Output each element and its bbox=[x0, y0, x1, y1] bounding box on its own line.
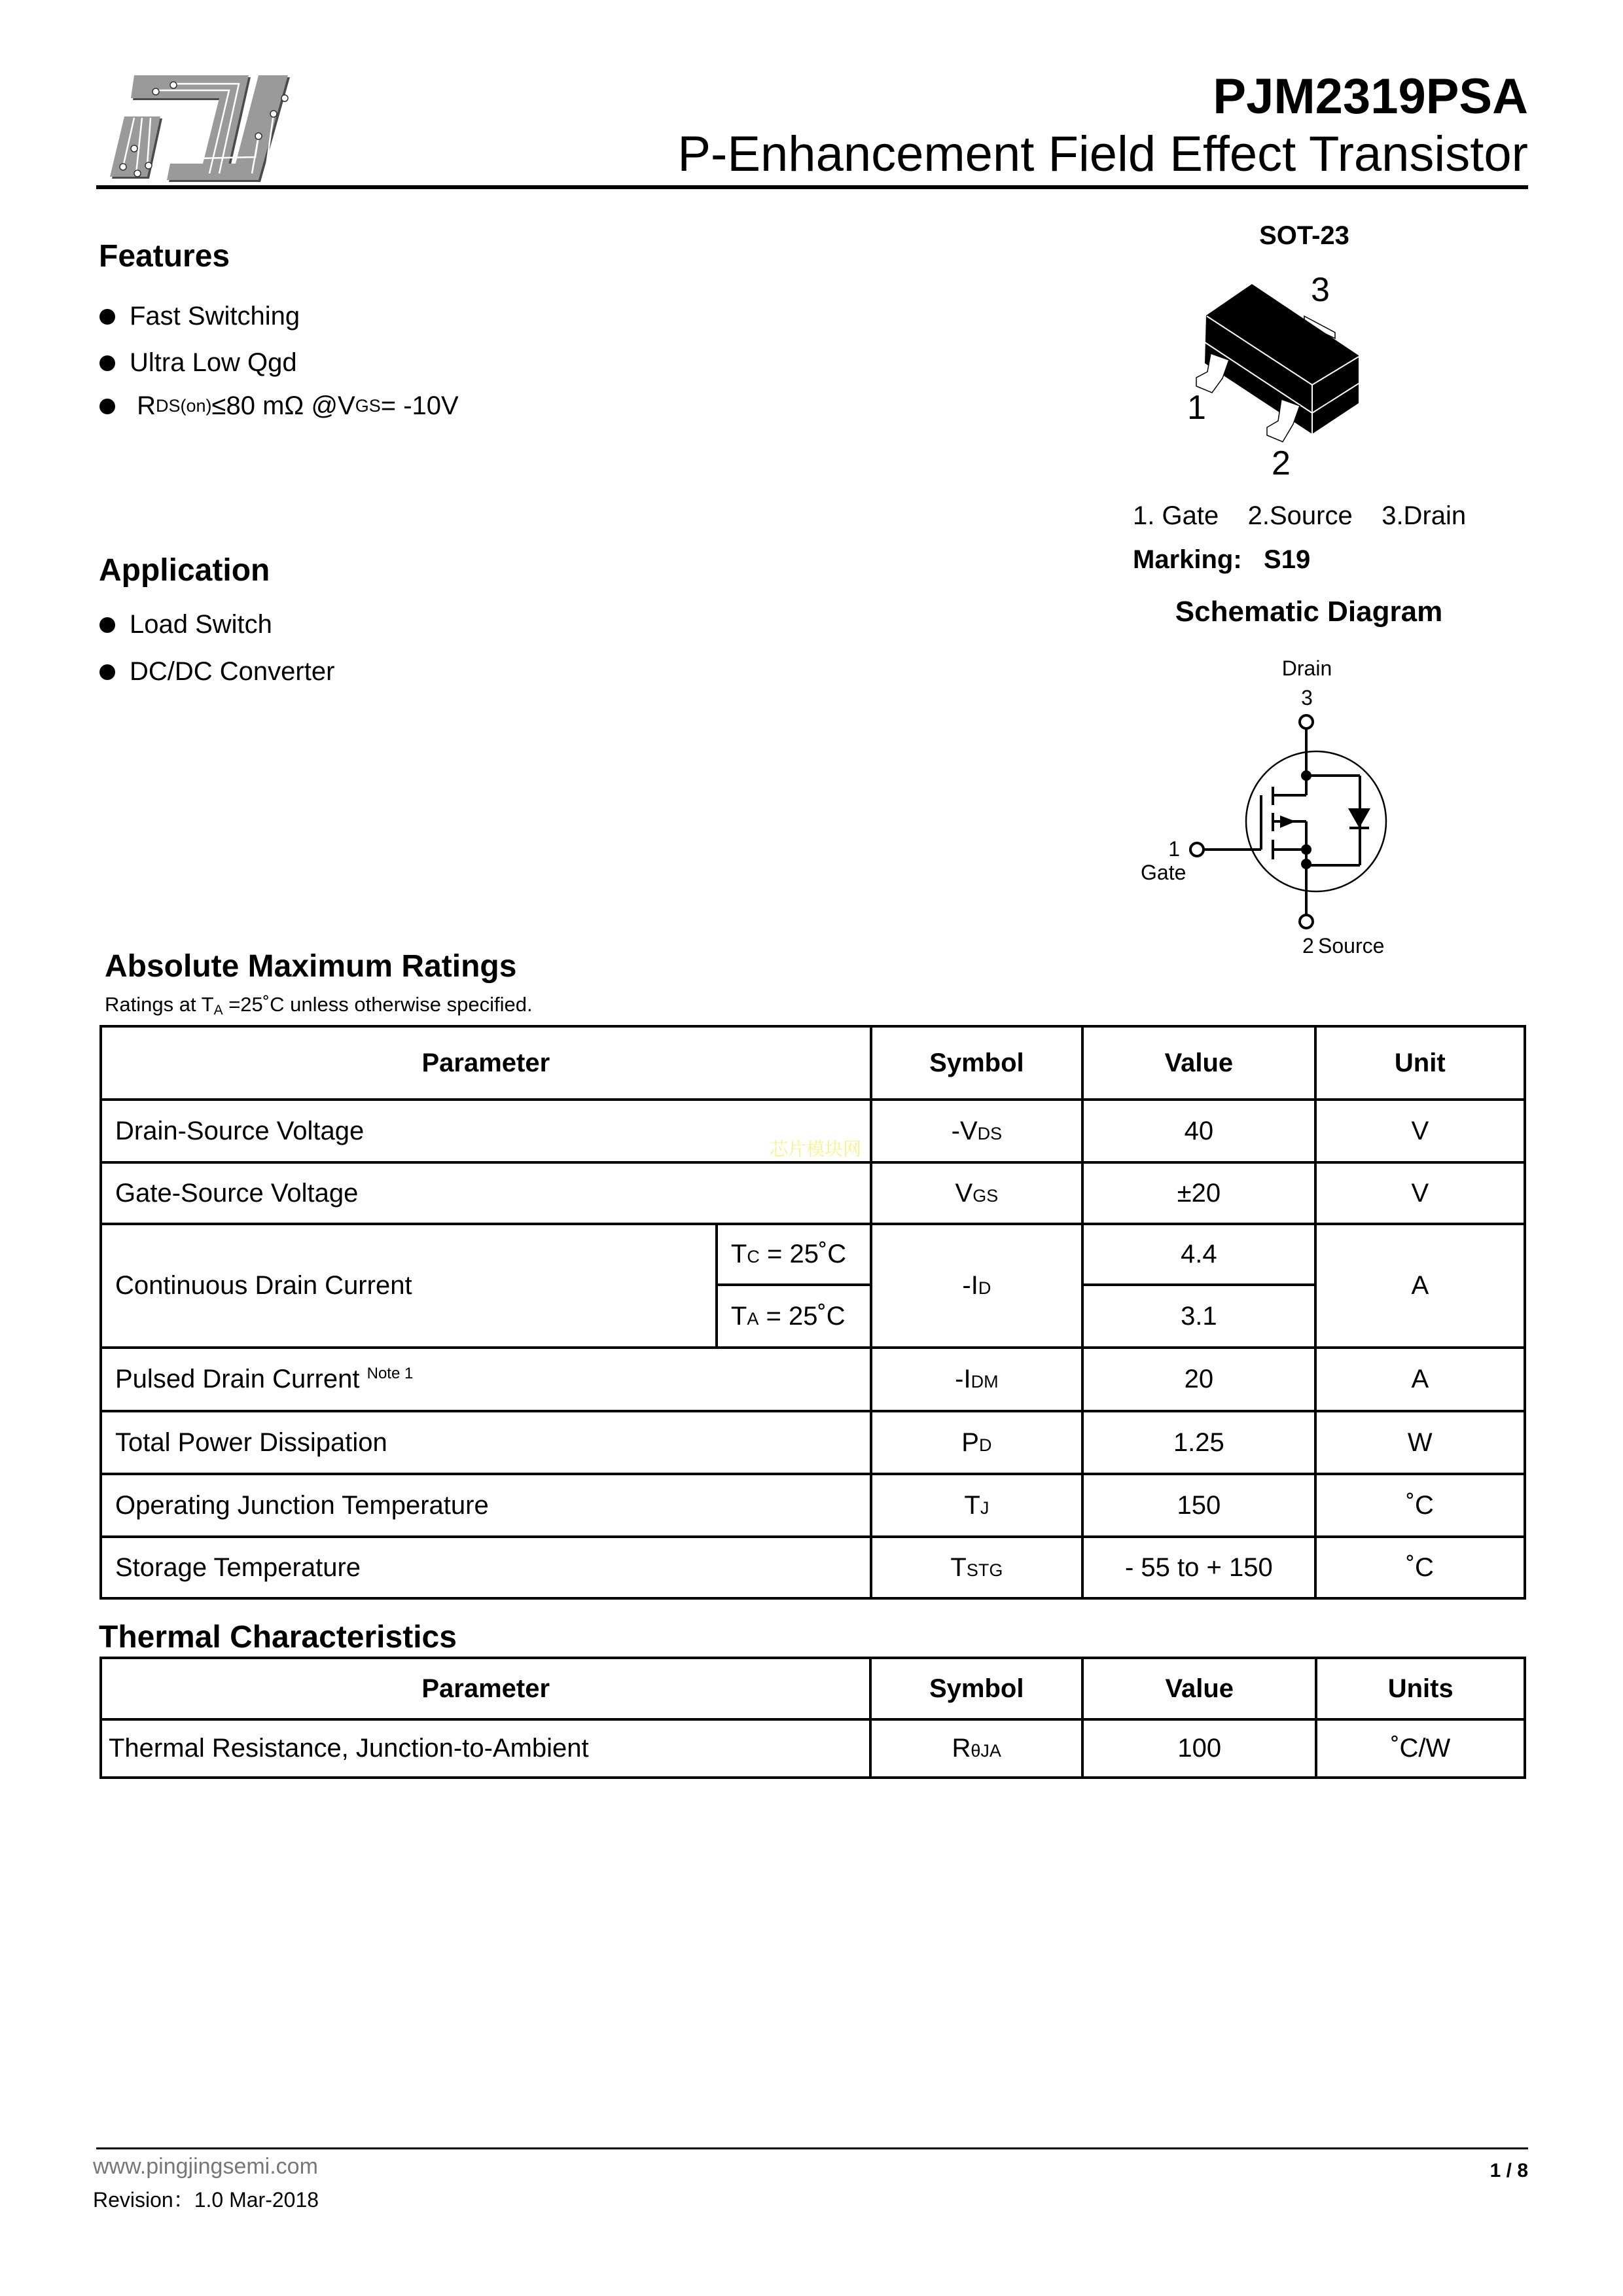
abs-max-note: Ratings at $T_A$ =25˚C unless otherwise specified. bbox=[105, 993, 533, 1018]
abs-max-table bbox=[99, 1025, 1526, 1600]
feature-item-rdson: R DS(on) ≤80 mΩ @V GS = -10V bbox=[99, 391, 459, 421]
application-heading: Application bbox=[99, 553, 270, 588]
col-header-parameter: Parameter bbox=[101, 1026, 871, 1100]
source-pin-number: 2 bbox=[1302, 934, 1314, 956]
features-heading: Features bbox=[99, 239, 230, 274]
col-header-parameter: Parameter bbox=[101, 1658, 870, 1719]
col-header-value: Value bbox=[1082, 1658, 1316, 1719]
table-row: Operating Junction Temperature TJ 150 ˚C bbox=[101, 1474, 1525, 1537]
table-header-row bbox=[101, 1658, 1525, 1719]
col-header-symbol: Symbol bbox=[871, 1026, 1083, 1100]
gate-pin-number: 1 bbox=[1168, 837, 1180, 861]
table-row: Storage Temperature TSTG - 55 to + 150 ˚C bbox=[101, 1537, 1525, 1598]
document-subtitle: P-Enhancement Field Effect Transistor bbox=[677, 126, 1528, 182]
bullet-icon bbox=[99, 664, 115, 680]
thermal-table bbox=[99, 1657, 1526, 1779]
col-header-unit: Unit bbox=[1315, 1026, 1525, 1100]
marking-value: S19 bbox=[1264, 545, 1311, 574]
watermark: 芯片模块网 bbox=[770, 1139, 862, 1159]
package-name: SOT-23 bbox=[1259, 221, 1349, 250]
table-row: Pulsed Drain Current $^{Note 1}$ -IDM 20 A bbox=[101, 1348, 1525, 1411]
marking: Marking: S19 bbox=[1133, 545, 1311, 574]
header-rule bbox=[96, 185, 1528, 189]
pin-1-label: 1 bbox=[1187, 389, 1206, 427]
thermal-heading: Thermal Characteristics bbox=[99, 1620, 457, 1655]
bullet-icon bbox=[99, 399, 115, 414]
pin-assignment: 1. Gate 2.Source 3.Drain bbox=[1133, 501, 1467, 530]
footer-url[interactable]: www.pingjingsemi.com bbox=[93, 2154, 318, 2179]
table-row: TA = 25˚C 3.1 bbox=[101, 1285, 1525, 1348]
footer-revision: Revision：1.0 Mar-2018 bbox=[93, 2188, 319, 2212]
drain-pin-number: 3 bbox=[1301, 686, 1313, 709]
table-row: Thermal Resistance, Junction-to-Ambient RθJA 100 ˚C/W bbox=[101, 1719, 1525, 1778]
company-logo bbox=[98, 65, 294, 183]
bullet-icon bbox=[99, 355, 115, 371]
table-row: Drain-Source Voltage 芯片模块网 -VDS 40 V bbox=[101, 1100, 1525, 1162]
col-header-units: Units bbox=[1316, 1658, 1525, 1719]
table-header-row bbox=[101, 1026, 1525, 1100]
schematic-heading: Schematic Diagram bbox=[1175, 596, 1443, 628]
drain-label: Drain bbox=[1281, 656, 1332, 680]
col-header-value: Value bbox=[1082, 1026, 1315, 1100]
schematic-diagram bbox=[1113, 641, 1427, 956]
col-header-symbol: Symbol bbox=[870, 1658, 1082, 1719]
bullet-icon bbox=[99, 617, 115, 633]
table-row: Gate-Source Voltage VGS ±20 V bbox=[101, 1162, 1525, 1224]
sot23-package-drawing bbox=[1113, 209, 1505, 484]
source-label: Source bbox=[1318, 934, 1385, 956]
part-number: PJM2319PSA bbox=[1213, 69, 1528, 124]
abs-max-heading: Absolute Maximum Ratings bbox=[105, 949, 517, 984]
pin-2-label: 2 bbox=[1272, 444, 1291, 482]
application-item: DC/DC Converter bbox=[99, 657, 334, 687]
page-number: 1 / 8 bbox=[1489, 2160, 1528, 2181]
feature-item: Ultra Low Qgd bbox=[99, 348, 297, 378]
pin-3-label: 3 bbox=[1311, 271, 1330, 309]
application-item: Load Switch bbox=[99, 610, 272, 639]
footer-rule bbox=[96, 2147, 1528, 2149]
bullet-icon bbox=[99, 309, 115, 325]
table-row: Continuous Drain Current TC = 25˚C -ID 4.4 A bbox=[101, 1224, 1525, 1285]
gate-label: Gate bbox=[1141, 861, 1186, 884]
feature-item: Fast Switching bbox=[99, 302, 300, 331]
table-row: Total Power Dissipation PD 1.25 W bbox=[101, 1411, 1525, 1474]
